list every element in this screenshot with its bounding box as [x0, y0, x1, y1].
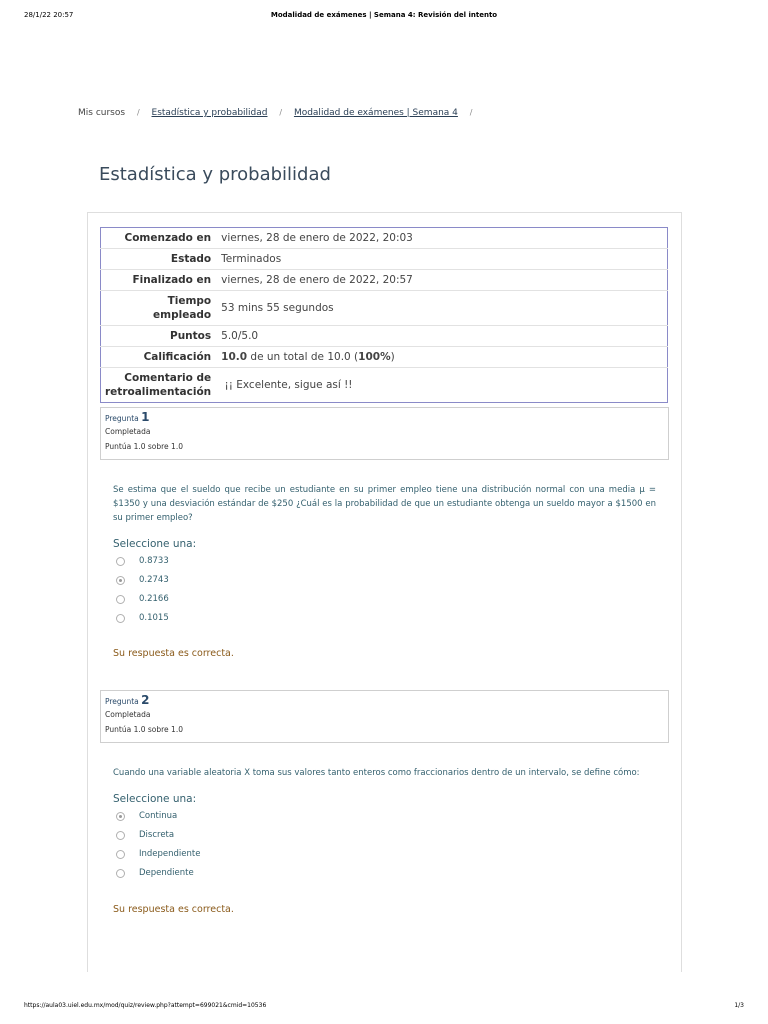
- finished-value: viernes, 28 de enero de 2022, 20:57: [221, 274, 413, 286]
- answer-option-selected[interactable]: [116, 573, 169, 587]
- question-state: Completada: [105, 710, 151, 719]
- grade-percent: 100%: [358, 351, 391, 363]
- summary-row-time: [101, 291, 668, 326]
- state-label: Estado: [170, 253, 212, 265]
- answer-option-text: 0.2743: [139, 575, 169, 585]
- answer-option-text: Dependiente: [139, 868, 194, 878]
- select-one-label: Seleccione una:: [113, 793, 197, 805]
- question-number: 1: [141, 410, 150, 424]
- grade-middle: de un total de 10.0 (: [247, 351, 359, 363]
- answer-option[interactable]: [116, 611, 169, 625]
- breadcrumb-separator: /: [136, 108, 140, 117]
- radio-button-checked[interactable]: [116, 812, 125, 821]
- feedback-value: [217, 368, 667, 403]
- summary-row-feedback: [101, 368, 668, 403]
- grade-end: ): [390, 351, 395, 363]
- print-date: 28/1/22 20:57: [24, 11, 74, 19]
- attempt-summary-table: [100, 227, 668, 403]
- answer-option[interactable]: [116, 828, 174, 842]
- answer-option-text: Independiente: [139, 849, 201, 859]
- answer-feedback: Su respuesta es correcta.: [113, 648, 234, 659]
- question-grade: Puntúa 1.0 sobre 1.0: [105, 442, 183, 451]
- radio-button-checked[interactable]: [116, 576, 125, 585]
- answer-option[interactable]: [116, 592, 169, 606]
- answer-feedback: Su respuesta es correcta.: [113, 904, 234, 915]
- radio-button[interactable]: [116, 831, 125, 840]
- time-label-line-2: empleado: [153, 309, 212, 321]
- answer-option[interactable]: [116, 847, 200, 861]
- breadcrumb-mis-cursos[interactable]: Mis cursos: [78, 108, 126, 118]
- summary-row-state: [101, 249, 668, 270]
- grade-label: Calificación: [143, 351, 212, 363]
- page-title: Estadística y probabilidad: [99, 164, 331, 185]
- started-value: viernes, 28 de enero de 2022, 20:03: [221, 232, 413, 244]
- answer-option-text: Continua: [139, 811, 178, 821]
- breadcrumb-separator: /: [279, 108, 283, 117]
- question-label: [105, 694, 664, 708]
- state-value: Terminados: [221, 253, 282, 265]
- grade-value: [217, 347, 667, 368]
- breadcrumb: [78, 108, 481, 118]
- radio-button[interactable]: [116, 869, 125, 878]
- question-label-text: Pregunta: [105, 697, 139, 706]
- summary-row-points: [101, 326, 668, 347]
- breadcrumb-course[interactable]: Estadística y probabilidad: [151, 108, 268, 118]
- answer-option[interactable]: [116, 554, 169, 568]
- print-page-number: 1/3: [734, 1002, 744, 1009]
- answer-option-text: 0.1015: [139, 613, 169, 623]
- feedback-label-line-2: retroalimentación: [105, 386, 212, 398]
- question-info-1: [100, 407, 669, 460]
- time-value: 53 mins 55 segundos: [221, 302, 334, 314]
- started-label: Comenzado en: [124, 232, 212, 244]
- points-value: 5.0/5.0: [221, 330, 259, 342]
- radio-button[interactable]: [116, 595, 125, 604]
- select-one-label: Seleccione una:: [113, 538, 197, 550]
- points-label: Puntos: [170, 330, 212, 342]
- feedback-label: [101, 368, 218, 403]
- breadcrumb-separator: /: [469, 108, 473, 117]
- print-footer: [24, 1002, 744, 1012]
- question-info-2: [100, 690, 669, 743]
- time-label: [101, 291, 218, 326]
- feedback-text: ¡¡ Excelente, sigue así !!: [224, 379, 353, 391]
- feedback-label-line-1: Comentario de: [124, 372, 212, 384]
- answer-option[interactable]: [116, 866, 194, 880]
- question-state: Completada: [105, 427, 151, 436]
- time-label-line-1: Tiempo: [167, 295, 212, 307]
- radio-button[interactable]: [116, 614, 125, 623]
- print-document-title: Modalidad de exámenes | Semana 4: Revisión del intento: [270, 11, 498, 19]
- question-text-2: Cuando una variable aleatoria X toma sus valores tanto enteros como fraccionarios dentro de un intervalo, se define cómo:: [113, 768, 640, 778]
- question-label: [105, 411, 664, 425]
- summary-row-started: [101, 228, 668, 249]
- radio-button[interactable]: [116, 557, 125, 566]
- question-label-text: Pregunta: [105, 414, 139, 423]
- breadcrumb-exam-week[interactable]: Modalidad de exámenes | Semana 4: [293, 108, 458, 118]
- print-header: [24, 11, 744, 21]
- answer-option-text: Discreta: [139, 830, 175, 840]
- answer-option-text: 0.2166: [139, 594, 169, 604]
- summary-row-grade: [101, 347, 668, 368]
- question-text-1: Se estima que el sueldo que recibe un estudiante en su primer empleo tiene una distribución normal con una media μ = $1350 y una desviación estándar de $250 ¿Cuál es la probabilidad de que un estudiante obtenga un sueldo mayor a $1500 en su primer empleo?: [113, 485, 656, 523]
- grade-score: 10.0: [221, 351, 248, 363]
- question-number: 2: [141, 693, 150, 707]
- answer-option-selected[interactable]: [116, 809, 177, 823]
- radio-button[interactable]: [116, 850, 125, 859]
- print-url: https://aula03.uiel.edu.mx/mod/quiz/review.php?attempt=699021&cmid=10536: [24, 1002, 267, 1009]
- answer-option-text: 0.8733: [139, 556, 169, 566]
- question-grade: Puntúa 1.0 sobre 1.0: [105, 725, 183, 734]
- summary-row-finished: [101, 270, 668, 291]
- finished-label: Finalizado en: [132, 274, 212, 286]
